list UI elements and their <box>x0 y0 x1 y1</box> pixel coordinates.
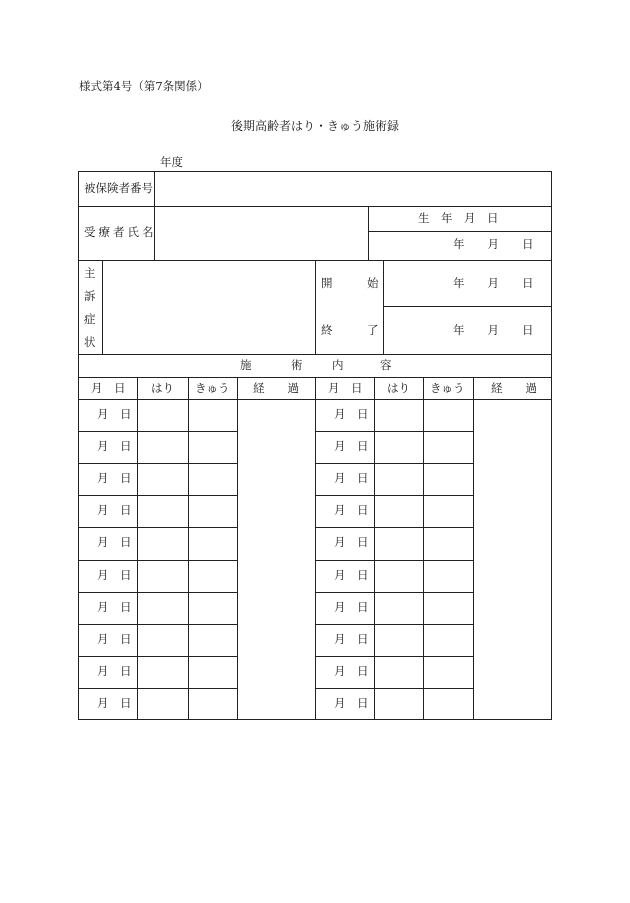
row-date-right: 月 日 <box>334 503 369 517</box>
col-header-kyu-left: きゅう <box>195 381 230 395</box>
end-date: 年 月 日 <box>453 323 534 337</box>
row-date-left: 月 日 <box>97 503 132 517</box>
row-date-right: 月 日 <box>334 407 369 421</box>
col-header-progress-left: 経 過 <box>253 381 299 395</box>
col-header-hari-left: はり <box>151 381 174 395</box>
col-header-date-right: 月 日 <box>328 381 363 395</box>
row-date-left: 月 日 <box>97 600 132 614</box>
document-title: 後期高齢者はり・きゅう施術録 <box>230 119 399 133</box>
row-date-right: 月 日 <box>334 568 369 582</box>
col-header-progress-right: 経 過 <box>491 381 537 395</box>
row-date-left: 月 日 <box>97 407 132 421</box>
row-date-right: 月 日 <box>334 535 369 549</box>
row-date-right: 月 日 <box>334 632 369 646</box>
col-header-date-left: 月 日 <box>91 381 126 395</box>
row-date-left: 月 日 <box>97 439 132 453</box>
row-date-left: 月 日 <box>97 535 132 549</box>
col-header-hari-right: はり <box>387 381 410 395</box>
insured-number-label: 被保険者番号 <box>84 181 153 195</box>
form-grid-lines <box>78 171 552 720</box>
row-date-left: 月 日 <box>97 471 132 485</box>
row-date-left: 月 日 <box>97 696 132 710</box>
start-date: 年 月 日 <box>453 276 534 290</box>
birthdate-label: 生 年 月 日 <box>418 211 499 225</box>
treatment-record-form <box>78 171 552 720</box>
col-header-kyu-right: きゅう <box>430 381 465 395</box>
row-date-left: 月 日 <box>97 664 132 678</box>
end-label-1: 終 <box>321 323 333 337</box>
end-label-2: 了 <box>367 323 379 337</box>
section-char-3: 内 <box>332 358 344 372</box>
patient-name-label: 受療者氏名 <box>84 225 157 239</box>
row-date-right: 月 日 <box>334 600 369 614</box>
section-char-4: 容 <box>380 358 392 372</box>
birthdate-value: 年 月 日 <box>453 237 534 251</box>
complaint-char-3: 症 <box>84 312 96 326</box>
start-label-2: 始 <box>367 276 379 290</box>
complaint-char-4: 状 <box>84 335 96 349</box>
row-date-right: 月 日 <box>334 696 369 710</box>
start-label-1: 開 <box>321 276 333 290</box>
row-date-left: 月 日 <box>97 632 132 646</box>
row-date-left: 月 日 <box>97 568 132 582</box>
row-date-right: 月 日 <box>334 439 369 453</box>
row-date-right: 月 日 <box>334 664 369 678</box>
complaint-char-2: 訴 <box>84 289 96 303</box>
section-char-2: 術 <box>291 358 303 372</box>
complaint-char-1: 主 <box>84 266 96 280</box>
section-char-1: 施 <box>240 358 252 372</box>
fiscal-year-label: 年度 <box>160 155 183 169</box>
form-number: 様式第4号（第7条関係） <box>79 79 209 93</box>
row-date-right: 月 日 <box>334 471 369 485</box>
